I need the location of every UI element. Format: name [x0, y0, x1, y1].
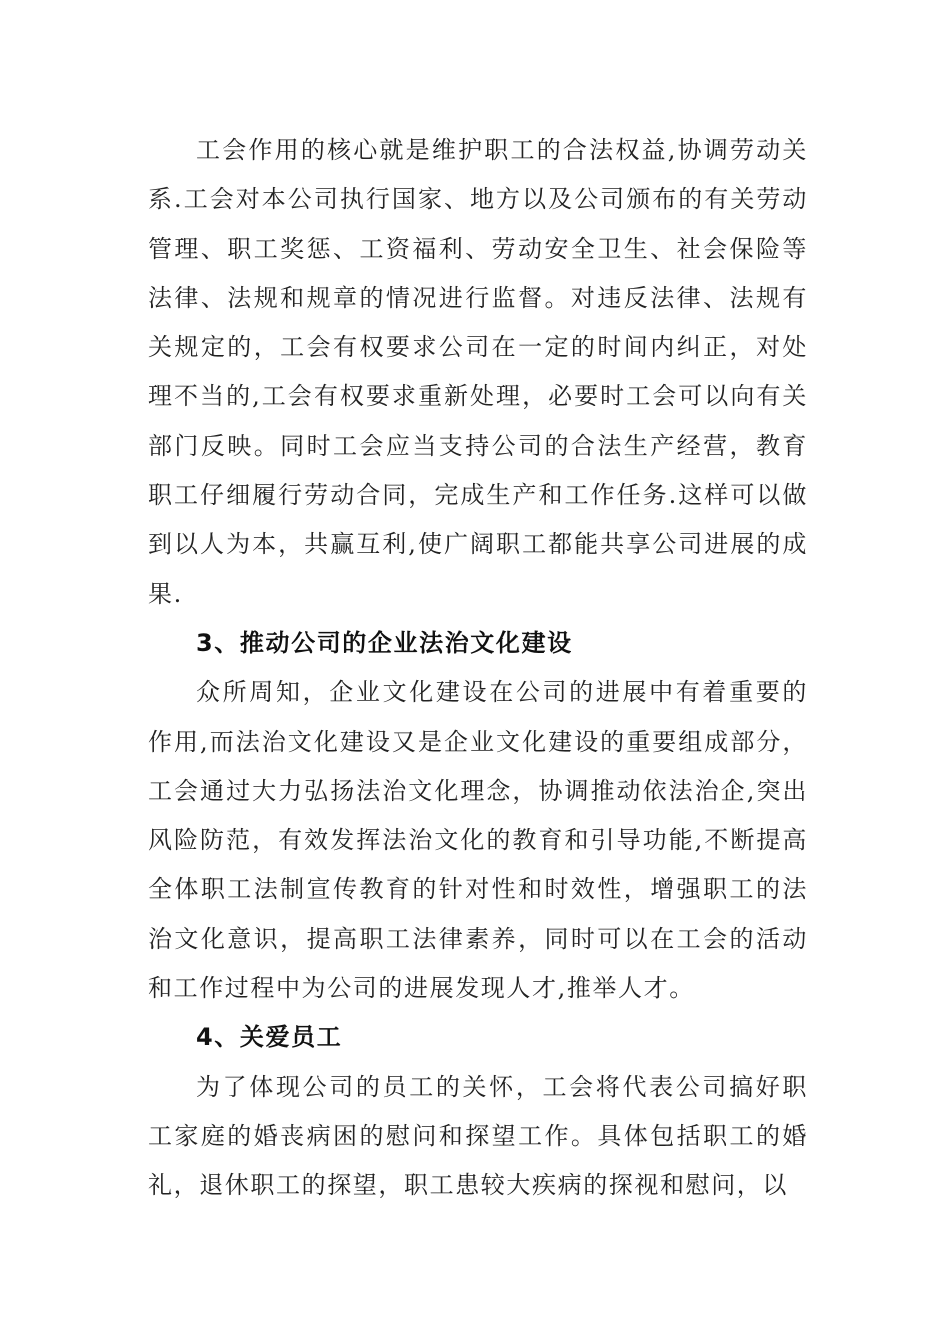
- paragraph-employee-care: 为了体现公司的员工的关怀，工会将代表公司搞好职工家庭的婚丧病困的慰问和探望工作。具体包括职工的婚礼，退休职工的探望，职工患较大疾病的探视和慰问，以: [148, 1072, 808, 1200]
- paragraph-union-role: 工会作用的核心就是维护职工的合法权益,协调劳动关系.工会对本公司执行国家、地方以及公司颁布的有关劳动管理、职工奖惩、工资福利、劳动安全卫生、社会保险等法律、法规和规章的情况进行监督。对违反法律、法规有关规定的，工会有权要求公司在一定的时间内纠正，对处理不当的,工会有权要求重新处理，必要时工会可以向有关部门反映。同时工会应当支持公司的合法生产经营，教育职工仔细履行劳动合同，完成生产和工作任务.这样可以做到以人为本，共赢互利,使广阔职工都能共享公司进展的成果.: [148, 136, 808, 608]
- paragraph-legal-culture: 众所周知，企业文化建设在公司的进展中有着重要的作用,而法治文化建设又是企业文化建设的重要组成部分，工会通过大力弘扬法治文化理念，协调推动依法治企,突出风险防范，有效发挥法治文化的教育和引导功能,不断提高全体职工法制宣传教育的针对性和时效性，增强职工的法治文化意识，提高职工法律素养，同时可以在工会的活动和工作过程中为公司的进展发现人才,推举人才。: [148, 678, 808, 1003]
- document-body: [148, 126, 808, 1211]
- section-heading-employee-care: 4、关爱员工: [196, 1023, 343, 1052]
- section-heading-legal-culture: 3、推动公司的企业法治文化建设: [196, 628, 573, 657]
